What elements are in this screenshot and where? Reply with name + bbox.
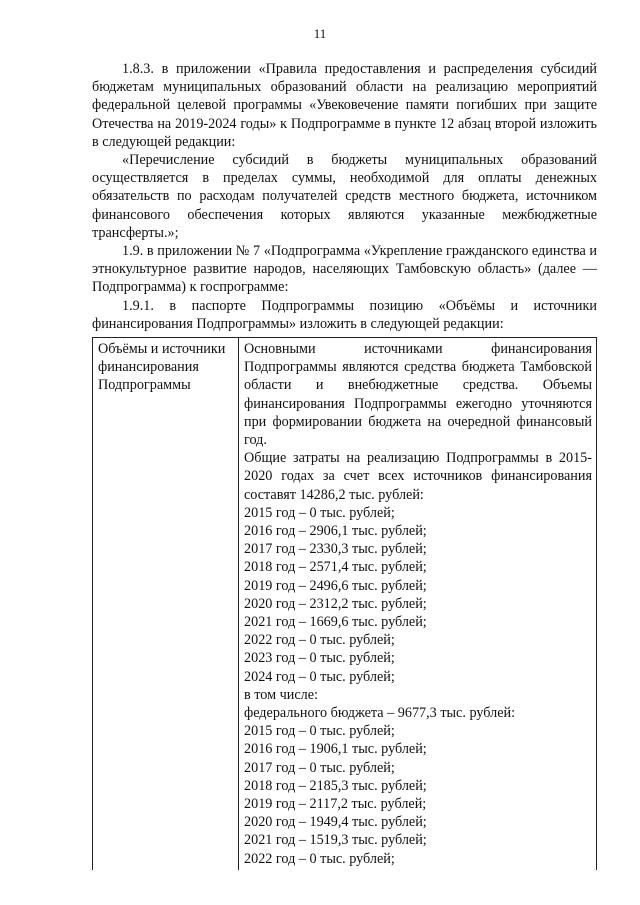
total-year-2024: 2024 год – 0 тыс. рублей;	[244, 668, 395, 685]
federal-year-2016: 2016 год – 1906,1 тыс. рублей;	[244, 741, 427, 758]
sources-text: Основными источниками финансирования Подпрограммы являются средства бюджета Тамбовской области и внебюджетные средства. Объемы финансирования Подпрограммы ежегодно уточняются при формировании бюджета на очередной финансовый год.	[244, 341, 592, 449]
federal-year-2021: 2021 год – 1519,3 тыс. рублей;	[244, 832, 427, 849]
paragraph-1-8-3: 1.8.3. в приложении «Правила предоставления и распределения субсидий бюджетам муниципальных образований области на реализацию мероприятий федеральной целевой программы «Увековечение памяти погибших при защите Отечества на 2019-2024 годы» к Подпрограмме в пункте 12 абзац второй изложить в следующей редакции:	[92, 61, 597, 150]
table-content-cell	[239, 338, 597, 870]
paragraph-1-9-1: 1.9.1. в паспорте Подпрограммы позицию «Объёмы и источники финансирования Подпрограммы» изложить в следующей редакции:	[92, 297, 597, 332]
document-body	[92, 60, 597, 333]
total-year-2020: 2020 год – 2312,2 тыс. рублей;	[244, 595, 427, 612]
federal-year-2018: 2018 год – 2185,3 тыс. рублей;	[244, 777, 427, 794]
page-number: 11	[313, 26, 327, 41]
federal-text: федерального бюджета – 9677,3 тыс. рублей:	[244, 705, 516, 722]
total-year-2015: 2015 год – 0 тыс. рублей;	[244, 504, 395, 521]
federal-year-2017: 2017 год – 0 тыс. рублей;	[244, 759, 395, 776]
paragraph-1-9: 1.9. в приложении № 7 «Подпрограмма «Укрепление гражданского единства и этнокультурное развитие народов, населяющих Тамбовскую область» (далее — Подпрограмма) к госпрограмме:	[92, 243, 597, 296]
table-label-cell: Объёмы и источники финансирования Подпрограммы	[93, 338, 239, 870]
passport-table	[92, 337, 597, 870]
total-year-2016: 2016 год – 2906,1 тыс. рублей;	[244, 523, 427, 540]
federal-year-2015: 2015 год – 0 тыс. рублей;	[244, 723, 395, 740]
total-year-2021: 2021 год – 1669,6 тыс. рублей;	[244, 614, 427, 631]
federal-year-2020: 2020 год – 1949,4 тыс. рублей;	[244, 814, 427, 831]
total-year-2018: 2018 год – 2571,4 тыс. рублей;	[244, 559, 427, 576]
including-label: в том числе:	[244, 686, 318, 703]
total-year-2023: 2023 год – 0 тыс. рублей;	[244, 650, 395, 667]
total-year-2019: 2019 год – 2496,6 тыс. рублей;	[244, 577, 427, 594]
total-text: Общие затраты на реализацию Подпрограммы в 2015-2020 годах за счет всех источников финансирования составят 14286,2 тыс. рублей:	[244, 450, 592, 503]
federal-year-2022: 2022 год – 0 тыс. рублей;	[244, 850, 395, 867]
total-year-2022: 2022 год – 0 тыс. рублей;	[244, 632, 395, 649]
paragraph-quote-subsidies: «Перечисление субсидий в бюджеты муниципальных образований осуществляется в пределах суммы, необходимой для оплаты денежных обязательств по расходам получателей средств местного бюджета, источником финансового обеспечения которых являются указанные межбюджетные трансферты.»;	[92, 152, 597, 241]
total-year-2017: 2017 год – 2330,3 тыс. рублей;	[244, 541, 427, 558]
federal-year-2019: 2019 год – 2117,2 тыс. рублей;	[244, 796, 427, 813]
table-row	[93, 338, 597, 870]
